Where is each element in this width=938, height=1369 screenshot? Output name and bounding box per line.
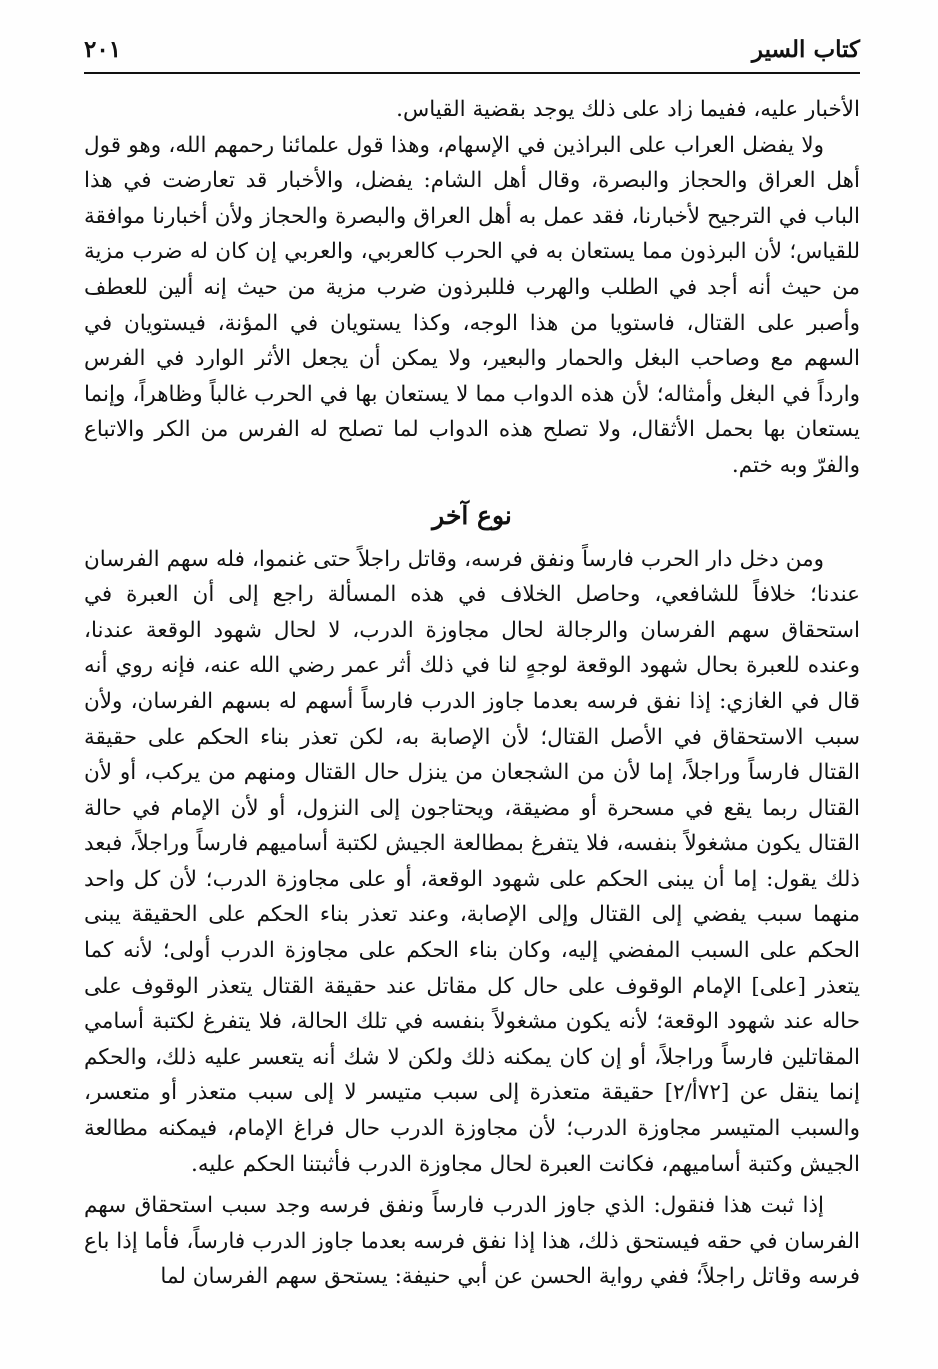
section-heading: نوع آخر (432, 500, 512, 530)
page-number: ٢٠١ (84, 36, 122, 63)
paragraph: ومن دخل دار الحرب فارساً ونفق فرسه، وقاتل راجلاً حتى غنموا، فله سهم الفرسان عندنا؛ خلافاً للشافعي، وحاصل الخلاف في هذه المسألة راجع إلى أن العبرة في استحقاق سهم الفرسان والرجالة لحال مجاوزة الدرب، لا لحال شهود الوقعة عندنا، وعنده للعبرة بحال شهود الوقعة لوجهٍ لنا في ذلك أثر عمر رضي الله عنه، فإنه روي أنه قال في الغازي: إذا نفق فرسه بعدما جاوز الدرب فارساً أسهم له بسهم الفرسان، ولأن سبب الاستحقاق في الأصل القتال؛ لأن الإصابة به، لكن تعذر بناء الحكم على حقيقة القتال فارساً وراجلاً، إما لأن من الشجعان من ينزل حال القتال ومنهم من يركب، أو لأن القتال ربما يقع في مسحرة أو مضيقة، ويحتاجون إلى النزول، أو لأن الإمام في حالة القتال يكون مشغولاً بنفسه، فلا يتفرغ بمطالعة الجيش لكتبة أساميهم فارساً وراجلاً، فبعد ذلك يقول: إما أن يبنى الحكم على شهود الوقعة، أو على مجاوزة الدرب؛ لأن كل واحد منهما سبب يفضي إلى القتال وإلى الإصابة، وعند تعذر بناء الحكم على الحقيقة يبنى الحكم على السبب المفضي إليه، وكان بناء الحكم على مجاوزة الدرب أولى؛ لأنه كما يتعذر [على] الإمام الوقوف على حال كل مقاتل عند حقيقة القتال يتعذر الوقوف على حاله عند شهود الوقعة؛ لأنه يكون مشغولاً بنفسه في تلك الحالة، فلا يتفرغ لكتبة أسامي المقاتلين فارساً وراجلاً، أو إن كان يمكنه ذلك ولكن لا شك أنه يتعسر عليه ذلك، والحكم إنما ينقل عن [٧٢أ/٢] حقيقة متعذرة إلى سبب متيسر لا إلى سبب متعذر أو متعسر، والسبب المتيسر مجاوزة الدرب؛ لأن مجاوزة الدرب حال فراغ الإمام، فيمكنه مطالعة الجيش وكتبة أساميهم، فكانت العبرة لحال مجاوزة الدرب فأثبتنا الحكم عليه. (84, 546, 860, 1177)
page-body (84, 92, 860, 1295)
paragraph-continuation: الأخبار عليه، ففيما زاد على ذلك يوجد بقضية القياس. (396, 97, 860, 122)
page-header (84, 30, 860, 74)
running-title: كتاب السير (751, 36, 860, 63)
paragraph: إذا ثبت هذا فنقول: الذي جاوز الدرب فارساً ونفق فرسه وجد سبب استحقاق سهم الفرسان في حقه فيستحق ذلك، هذا إذا نفق فرسه بعدما جاوز الدرب فارساً، فأما إذا باع فرسه وقاتل راجلاً؛ ففي رواية الحسن عن أبي حنيفة: يستحق سهم الفرسان لما (84, 1193, 860, 1290)
paragraph: ولا يفضل العراب على البراذين في الإسهام، وهذا قول علمائنا رحمهم الله، وهو قول أهل العراق والحجاز والبصرة، وقال أهل الشام: يفضل، والأخبار قد تعارضت في هذا الباب في الترجيح لأخبارنا، فقد عمل به أهل العراق والبصرة والحجاز ولأن أخبارنا موافقة للقياس؛ لأن البرذون مما يستعان به في الحرب كالعربي، والعربي إن كان له ضرب مزية من حيث أنه أجد في الطلب والهرب فللبرذون ضرب مزية من حيث إنه ألين للعطف وأصبر على القتال، فاستويا من هذا الوجه، وكذا يستويان في المؤنة، فيستويان في السهم مع وصاحب البغل والحمار والبعير، ولا يمكن أن يجعل الأثر الوارد في الفرس وارداً في البغل وأمثاله؛ لأن هذه الدواب مما لا يستعان بها في الحرب غالباً وظاهراً، وإنما يستعان بها بحمل الأثقال، ولا تصلح هذه الدواب لما تصلح له الفرس من الكر والاتباع والفرّ وبه ختم. (84, 132, 860, 478)
